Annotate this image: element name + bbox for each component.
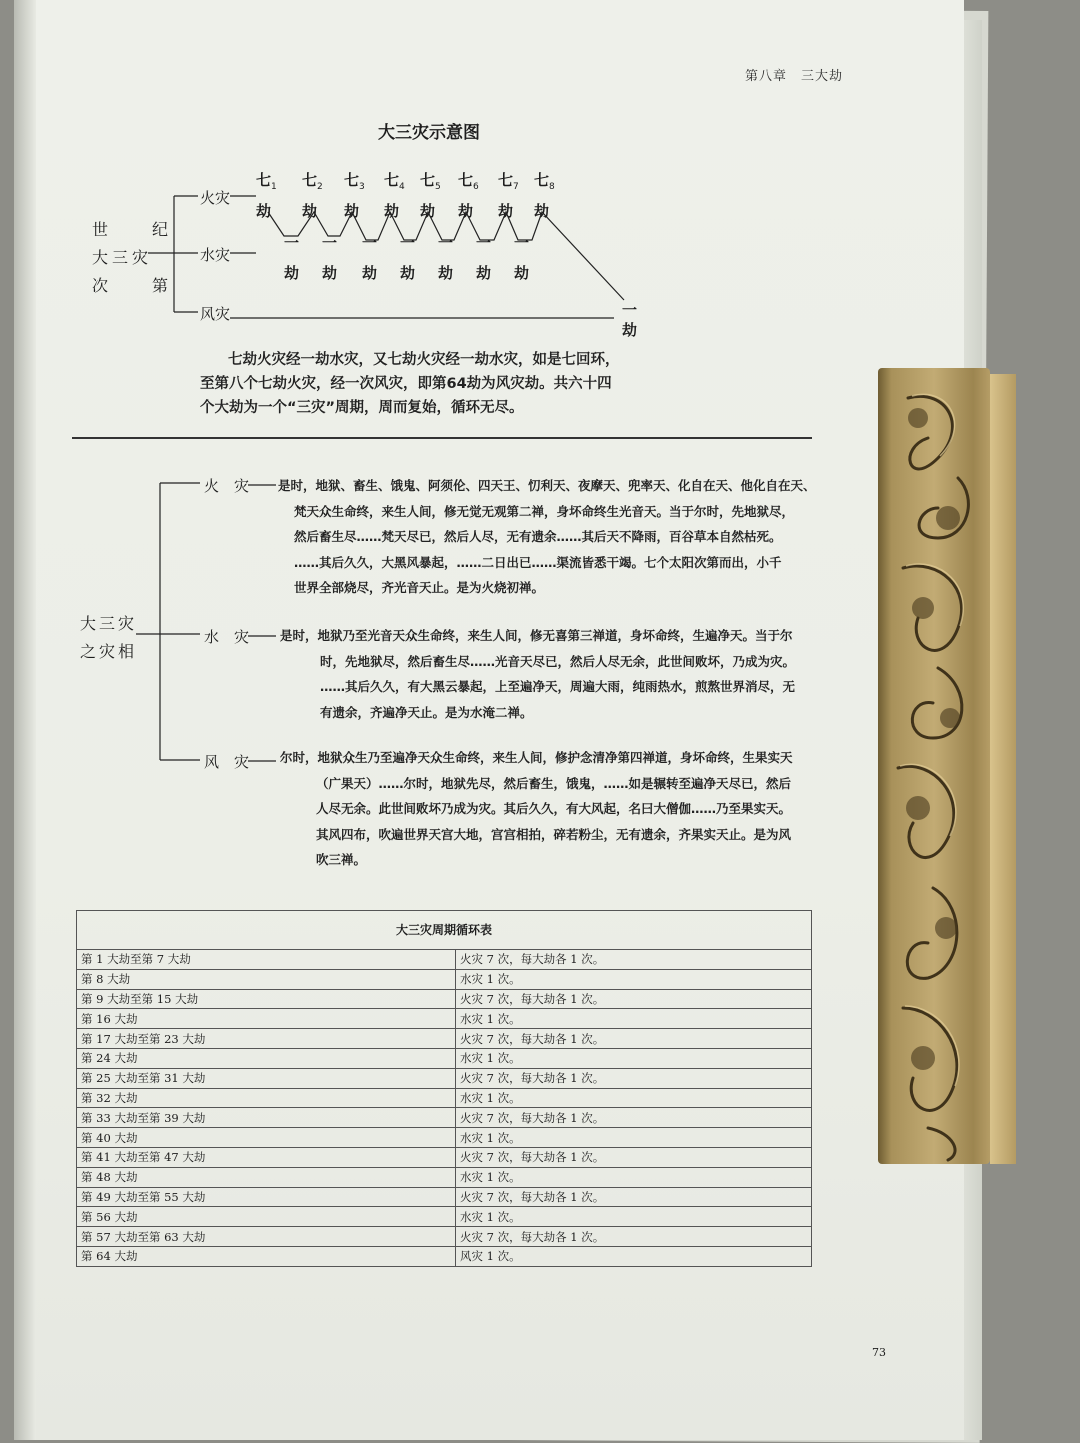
table-cell-kalpa: 第 33 大劫至第 39 大劫 xyxy=(77,1108,456,1128)
water-kalpa-char: 劫 xyxy=(514,264,530,282)
table-cell-kalpa: 第 17 大劫至第 23 大劫 xyxy=(77,1029,456,1049)
table-cell-disaster: 水灾 1 次。 xyxy=(456,1088,812,1108)
fire-kalpa-seven: 七$_5$ xyxy=(420,171,441,192)
table-cell-disaster: 火灾 7 次，每大劫各 1 次。 xyxy=(456,989,812,1009)
table-row xyxy=(77,1167,812,1187)
table-row xyxy=(77,1029,812,1049)
fire-kalpa-seven: 七$_8$ xyxy=(534,171,555,192)
aspect-line: 其风四布，吹遍世界天宫大地，宫宫相拍，碎若粉尘，无有遗余，齐果实天止。是为风 xyxy=(316,826,792,842)
wind-kalpa-mark: 一 xyxy=(622,301,638,319)
aspect-line: 吹三禅。 xyxy=(316,852,367,867)
table-row xyxy=(77,1207,812,1227)
table-cell-disaster: 水灾 1 次。 xyxy=(456,1048,812,1068)
fire-kalpa-char: 劫 xyxy=(344,202,360,220)
water-kalpa-mark: 一 xyxy=(438,234,454,252)
aspect-line: 是时，地狱乃至光音天众生命终，来生人间，修无喜第三禅道，身坏命终，生遍净天。当于尔 xyxy=(280,628,793,643)
table-row xyxy=(77,1108,812,1128)
aspect-wind-label: 风 灾 xyxy=(204,753,250,771)
aspect-water-text xyxy=(280,623,795,725)
table-row xyxy=(77,969,812,989)
table-cell-kalpa: 第 9 大劫至第 15 大劫 xyxy=(77,989,456,1009)
table-cell-kalpa: 第 56 大劫 xyxy=(77,1207,456,1227)
table-cell-kalpa: 第 8 大劫 xyxy=(77,969,456,989)
fire-kalpa-subscript: 8 xyxy=(549,182,555,192)
table-row xyxy=(77,1088,812,1108)
fire-kalpa-char: 劫 xyxy=(458,202,474,220)
water-kalpa-mark: 一 xyxy=(362,234,378,252)
fire-kalpa-char: 劫 xyxy=(534,202,550,220)
table-cell-kalpa: 第 41 大劫至第 47 大劫 xyxy=(77,1147,456,1167)
paragraph-line: 至第八个七劫火灾，经一次风灾，即第64劫为风灾劫。共六十四 xyxy=(200,376,612,392)
aspect-line: 时，先地狱尽，然后畜生尽……光音天尽已，然后人尽无余，此世间败坏，乃成为灾。 xyxy=(320,653,796,669)
aspects-label-line: 之灾相 xyxy=(80,642,138,661)
aspect-line: 人尽无余。此世间败坏乃成为灾。其后久久，有大风起，名曰大僧伽……乃至果实天。 xyxy=(316,801,792,816)
fire-kalpa-subscript: 4 xyxy=(399,182,405,192)
fire-kalpa-char: 劫 xyxy=(384,202,400,220)
table-cell-disaster: 水灾 1 次。 xyxy=(456,1009,812,1029)
fire-kalpa-char: 劫 xyxy=(302,202,318,220)
water-kalpa-char: 劫 xyxy=(322,264,338,282)
table-body xyxy=(77,950,812,1267)
aspect-fire-text xyxy=(278,473,816,601)
water-kalpa-mark: 一 xyxy=(514,234,530,252)
water-kalpa-char: 劫 xyxy=(284,264,300,282)
water-kalpa-mark: 一 xyxy=(400,234,416,252)
wind-kalpa-char: 劫 xyxy=(622,321,638,339)
branch-wind-label: 风灾 xyxy=(200,305,231,323)
paragraph-line: 七劫火灾经一劫水灾，又七劫火灾经一劫水灾，如是七回环， xyxy=(228,352,620,368)
table-cell-disaster: 风灾 1 次。 xyxy=(456,1246,812,1266)
fire-kalpa-seven: 七$_7$ xyxy=(498,171,519,192)
aspect-fire-label: 火 灾 xyxy=(204,477,250,495)
fire-kalpa-char: 劫 xyxy=(256,202,272,220)
fire-kalpa-char: 劫 xyxy=(498,202,514,220)
aspect-line: （广果天）……尔时，地狱先尽，然后畜生，饿鬼，……如是辗转至遍净天尽已，然后 xyxy=(316,775,792,791)
fire-kalpa-seven: 七$_2$ xyxy=(302,171,323,192)
aspect-line: 然后畜生尽……梵天尽已，然后人尽，无有遗余……其后天不降雨，百谷草本自然枯死。 xyxy=(294,529,782,544)
dragon-relief-icon xyxy=(878,368,1018,1164)
fire-kalpa-subscript: 6 xyxy=(473,182,479,192)
page-number: 73 xyxy=(872,1346,886,1359)
water-kalpa-mark: 一 xyxy=(284,234,300,252)
table-cell-disaster: 水灾 1 次。 xyxy=(456,969,812,989)
water-kalpa-mark: 一 xyxy=(476,234,492,252)
table-cell-disaster: 火灾 7 次，每大劫各 1 次。 xyxy=(456,1187,812,1207)
water-kalpa-char: 劫 xyxy=(476,264,492,282)
branch-fire-label: 火灾 xyxy=(200,189,231,207)
table-cell-kalpa: 第 49 大劫至第 55 大劫 xyxy=(77,1187,456,1207)
fire-kalpa-subscript: 5 xyxy=(435,182,441,192)
fire-kalpa-subscript: 1 xyxy=(271,182,277,192)
branch-water-label: 水灾 xyxy=(200,246,231,264)
aspect-line: 世界全部烧尽，齐光音天止。是为火烧初禅。 xyxy=(294,580,545,595)
table-row xyxy=(77,1147,812,1167)
table-cell-disaster: 火灾 7 次，每大劫各 1 次。 xyxy=(456,1147,812,1167)
water-kalpa-char: 劫 xyxy=(438,264,454,282)
table-row xyxy=(77,1048,812,1068)
table-row xyxy=(77,1128,812,1148)
water-kalpa-mark: 一 xyxy=(322,234,338,252)
water-kalpa-char: 劫 xyxy=(400,264,416,282)
table-cell-disaster: 火灾 7 次，每大劫各 1 次。 xyxy=(456,1068,812,1088)
table-row xyxy=(77,1009,812,1029)
fire-kalpa-char: 劫 xyxy=(420,202,436,220)
table-title: 大三灾周期循环表 xyxy=(77,911,812,950)
fire-kalpa-subscript: 7 xyxy=(513,182,519,192)
table-row xyxy=(77,989,812,1009)
fire-kalpa-subscript: 2 xyxy=(317,182,323,192)
paragraph-line: 个大劫为一个“三灾”周期，周而复始，循环无尽。 xyxy=(200,400,524,416)
aspect-line: ……其后久久，有大黑云暴起，上至遍净天，周遍大雨，纯雨热水，煎熬世界消尽，无 xyxy=(320,679,796,694)
table-cell-disaster: 水灾 1 次。 xyxy=(456,1128,812,1148)
fire-kalpa-seven: 七$_6$ xyxy=(458,171,479,192)
brass-paperweight xyxy=(878,368,1018,1164)
table-cell-kalpa: 第 32 大劫 xyxy=(77,1088,456,1108)
table-cell-disaster: 火灾 7 次，每大劫各 1 次。 xyxy=(456,1227,812,1247)
table-row xyxy=(77,1227,812,1247)
fire-kalpa-seven: 七$_1$ xyxy=(256,171,277,192)
running-head: 第八章 三大劫 xyxy=(745,69,844,84)
aspect-line: ……其后久久，大黑风暴起，……二日出已……渠流皆悉干竭。七个太阳次第而出，小千 xyxy=(294,554,782,570)
figure-title: 大三灾示意图 xyxy=(378,123,480,143)
fire-kalpa-seven: 七$_3$ xyxy=(344,171,365,192)
table-cell-kalpa: 第 24 大劫 xyxy=(77,1048,456,1068)
table-row xyxy=(77,1187,812,1207)
water-kalpa-char: 劫 xyxy=(362,264,378,282)
aspect-line: 尔时，地狱众生乃至遍净天众生命终，来生人间，修护念清净第四禅道，身坏命终，生果实天 xyxy=(280,750,793,765)
table-cell-disaster: 火灾 7 次，每大劫各 1 次。 xyxy=(456,1029,812,1049)
aspect-line: 梵天众生命终，来生人间，修无觉无观第二禅，身坏命终生光音天。当于尔时，先地狱尽， xyxy=(294,503,795,519)
aspect-wind-text xyxy=(280,745,793,873)
fire-kalpa-subscript: 3 xyxy=(359,182,365,192)
table-header-row xyxy=(77,911,812,950)
aspects-left-label xyxy=(80,610,137,666)
table-cell-disaster: 火灾 7 次，每大劫各 1 次。 xyxy=(456,950,812,970)
table-cell-kalpa: 第 40 大劫 xyxy=(77,1128,456,1148)
table-cell-kalpa: 第 57 大劫至第 63 大劫 xyxy=(77,1227,456,1247)
aspect-line: 是时，地狱、畜生、饿鬼、阿须伦、四天王、忉利天、夜摩天、兜率天、化自在天、他化自在天、 xyxy=(278,478,816,493)
table-cell-kalpa: 第 64 大劫 xyxy=(77,1246,456,1266)
table-cell-disaster: 水灾 1 次。 xyxy=(456,1207,812,1227)
table-row xyxy=(77,1068,812,1088)
left-label-line: 次 第 xyxy=(92,276,183,295)
cycle-table xyxy=(76,910,812,1267)
table-cell-disaster: 火灾 7 次，每大劫各 1 次。 xyxy=(456,1108,812,1128)
left-label-line: 世 纪 xyxy=(92,220,183,239)
table-cell-kalpa: 第 16 大劫 xyxy=(77,1009,456,1029)
table-row xyxy=(77,1246,812,1266)
aspect-water-label: 水 灾 xyxy=(204,628,250,646)
aspects-label-line: 大三灾 xyxy=(80,614,138,633)
left-label-line: 大三灾 xyxy=(92,248,153,267)
table-cell-disaster: 水灾 1 次。 xyxy=(456,1167,812,1187)
table-cell-kalpa: 第 1 大劫至第 7 大劫 xyxy=(77,950,456,970)
table-cell-kalpa: 第 48 大劫 xyxy=(77,1167,456,1187)
table-row xyxy=(77,950,812,970)
aspect-line: 有遗余，齐遍净天止。是为水淹二禅。 xyxy=(320,704,533,720)
table-cell-kalpa: 第 25 大劫至第 31 大劫 xyxy=(77,1068,456,1088)
fire-kalpa-seven: 七$_4$ xyxy=(384,171,405,192)
